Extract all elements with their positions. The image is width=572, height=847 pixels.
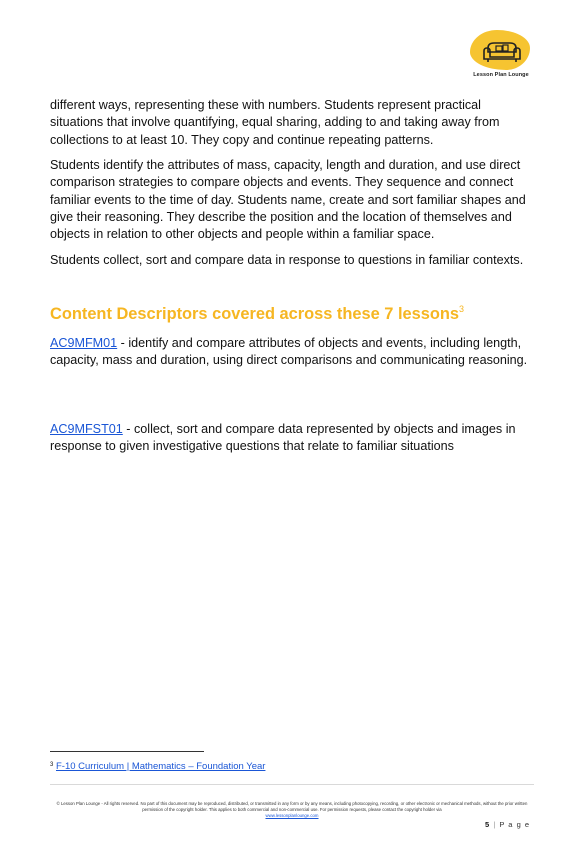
descriptor-code-link-2[interactable]: AC9MFST01	[50, 422, 123, 436]
descriptor-code-link-1[interactable]: AC9MFM01	[50, 336, 118, 350]
copyright-notice	[50, 801, 534, 819]
footnote-link[interactable]: F-10 Curriculum | Mathematics – Foundation Year	[55, 761, 266, 772]
website-link[interactable]: www.lessonplanlounge.com	[265, 813, 319, 818]
body-paragraph-1: different ways, representing these with numbers. Students represent practical situations that involve quantifying, equal sharing, adding to and taking away from collections to at least 10. They copy and continue repeating patterns.	[50, 98, 500, 147]
body-paragraph-2: Students identify the attributes of mass, capacity, length and duration, and use direct comparison strategies to compare objects and events. They sequence and connect familiar events to the time of day. Students name, create and sort familiar shapes and give their reasoning. They describe the position and the location of themselves and objects in relation to other objects and people within a familiar space.	[50, 158, 526, 242]
sofa-icon	[482, 40, 522, 64]
page-number-value: 5	[485, 820, 491, 829]
logo-text: Lesson Plan Lounge	[473, 72, 529, 78]
descriptor-text-1: - identify and compare attributes of objects and events, including length, capacity, mass and duration, using direct comparisons and communicating reasoning.	[50, 336, 528, 368]
footnote-number: 3	[50, 762, 54, 768]
footnote-divider	[50, 751, 204, 752]
footnote	[50, 761, 265, 772]
page-number	[485, 820, 530, 829]
descriptor-text-2: - collect, sort and compare data represented by objects and images in response to given investigative questions that relate to familiar situations	[50, 422, 516, 454]
footer-divider	[50, 784, 534, 785]
section-heading-text: Content Descriptors covered across these 7 lessons	[50, 305, 460, 323]
lesson-plan-lounge-logo	[468, 28, 534, 86]
page-label: P a g e	[499, 820, 530, 829]
footnote-reference[interactable]: 3	[459, 304, 465, 314]
content-descriptor-2	[50, 421, 528, 456]
copyright-text: © Lesson Plan Lounge - All rights reserved. No part of this document may be reproduced, distributed, or transmitted in any form or by any means, including photocopying, recording, or other electronic or mechanical methods, without the prior written permission of the copyright holder. This applies to both commercial and non-commercial use. For permission requests, please contact the copyright holder via	[56, 801, 528, 812]
content-descriptor-1	[50, 335, 528, 370]
page-number-separator: |	[493, 820, 497, 829]
section-heading	[50, 304, 464, 324]
body-paragraph-3: Students collect, sort and compare data in response to questions in familiar contexts.	[50, 253, 524, 267]
